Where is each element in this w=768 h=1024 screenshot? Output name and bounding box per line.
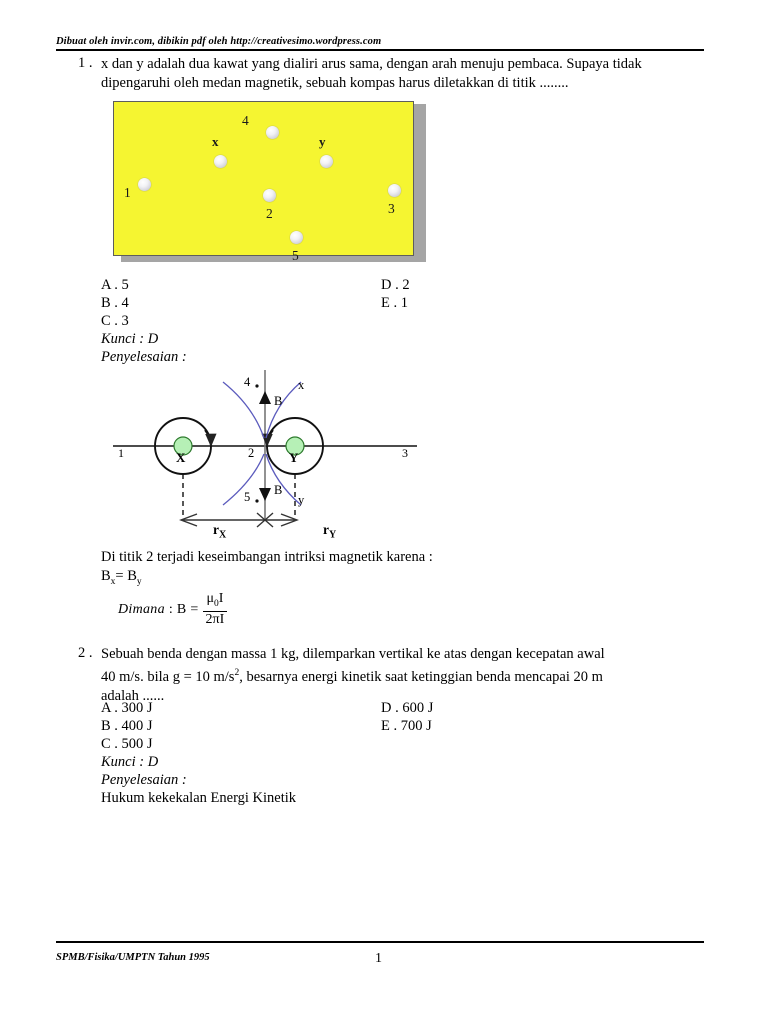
q1-key: Kunci : D xyxy=(101,331,159,347)
figure-point-label-2: 2 xyxy=(266,206,273,221)
figure-point-label-5: 5 xyxy=(292,248,299,263)
figure-point-label-x: x xyxy=(212,134,219,149)
diagram-label-3: 3 xyxy=(402,446,408,460)
diagram-label-rx: $r_X$ xyxy=(213,522,227,541)
figure-point-label-1: 1 xyxy=(124,185,131,200)
q2-line-2a: 40 m/s. bila g = 10 m/s xyxy=(101,668,235,685)
formula-b-equals: : B = xyxy=(168,601,199,617)
diagram-label-4: 4 xyxy=(244,375,251,389)
q1-option-d: D . 2 xyxy=(381,277,410,293)
q2-option-b: B . 400 J xyxy=(101,718,153,734)
q1-solution-text: Di titik 2 terjadi keseimbangan intriksi magnetik karena : xyxy=(101,549,433,565)
figure-point-label-3: 3 xyxy=(388,201,395,216)
q2-option-d: D . 600 J xyxy=(381,700,434,716)
formula-lead: Dimana xyxy=(118,601,165,617)
q2-solution-text: Hukum kekekalan Energi Kinetik xyxy=(101,790,297,806)
diagram-label-2: 2 xyxy=(248,446,255,460)
question-1-number: 1 . xyxy=(78,55,93,71)
q1-solution-label: Penyelesaian : xyxy=(101,349,187,365)
question-1-text: x dan y adalah dua kawat yang dialiri arus sama, dengan arah menuju pembaca. Supaya tidak dipengaruhi oleh medan magnetik, sebuah kompas harus diletakkan di titik ........ xyxy=(101,56,642,91)
q1-option-b: B . 4 xyxy=(101,295,129,311)
diagram-label-circle-x: X xyxy=(176,450,186,465)
q2-solution-label: Penyelesaian : xyxy=(101,772,187,788)
diagram-label-b-top: B xyxy=(274,394,283,408)
diagram-label-ry: $r_Y$ xyxy=(323,522,337,541)
figure-point-x xyxy=(214,155,227,168)
figure-magnetic-field-diagram xyxy=(105,368,425,543)
figure-point-y xyxy=(320,155,333,168)
q2-line-1: Sebuah benda dengan massa 1 kg, dilemparkan vertikal ke atas dengan kecepatan awal xyxy=(101,646,605,662)
footer-page-number: 1 xyxy=(375,951,382,966)
formula-fraction xyxy=(203,592,228,627)
question-2-text xyxy=(101,645,661,706)
q2-option-c: C . 500 J xyxy=(101,736,153,752)
figure-yellow-panel xyxy=(113,101,414,263)
diagram-label-b-bottom: B xyxy=(274,483,283,497)
footer-source: SPMB/Fisika/UMPTN Tahun 1995 xyxy=(56,952,210,963)
diagram-label-circle-y: Y xyxy=(289,450,299,465)
q1-option-e: E . 1 xyxy=(381,295,408,311)
question-2-number: 2 . xyxy=(78,645,93,661)
figure-point-4 xyxy=(266,126,279,139)
q2-line-2b: , besarnya energi kinetik saat ketinggian benda mencapai 20 m xyxy=(239,668,603,685)
diagram-label-curve-y: y xyxy=(298,493,305,507)
field-curve-top-left xyxy=(223,382,264,438)
diagram-label-1: 1 xyxy=(118,446,124,460)
header-credit: Dibuat oleh invir.com, dibikin pdf oleh http://creativesimo.wordpress.com xyxy=(56,36,382,47)
q2-key: Kunci : D xyxy=(101,754,159,770)
q1-equation: $B_x= B_y$ xyxy=(101,568,142,587)
point-5-dot xyxy=(255,499,258,502)
diagram-label-curve-x: x xyxy=(298,378,305,392)
q2-option-e: E . 700 J xyxy=(381,718,432,734)
figure-point-label-4: 4 xyxy=(242,113,249,128)
q2-option-a: A . 300 J xyxy=(101,700,153,716)
formula-numerator: $\mu_0I$ xyxy=(206,591,224,609)
q1-option-c: C . 3 xyxy=(101,313,129,329)
figure-point-3 xyxy=(388,184,401,197)
q2-line-3: adalah ...... xyxy=(101,687,165,704)
formula-denominator: 2πI xyxy=(203,611,228,628)
header-rule xyxy=(56,49,704,51)
figure-point-1 xyxy=(138,178,151,191)
footer-rule xyxy=(56,941,704,943)
point-4-dot xyxy=(255,384,258,387)
b-vector-up-arrow xyxy=(259,391,271,404)
q1-formula xyxy=(118,592,227,627)
diagram-label-5: 5 xyxy=(244,490,251,504)
q2-line-2-superscript: 2 xyxy=(234,668,240,678)
q1-option-a: A . 5 xyxy=(101,277,129,293)
figure-point-2 xyxy=(263,189,276,202)
figure-point-5 xyxy=(290,231,303,244)
figure-point-label-y: y xyxy=(319,134,326,149)
b-vector-down-arrow xyxy=(259,488,271,501)
